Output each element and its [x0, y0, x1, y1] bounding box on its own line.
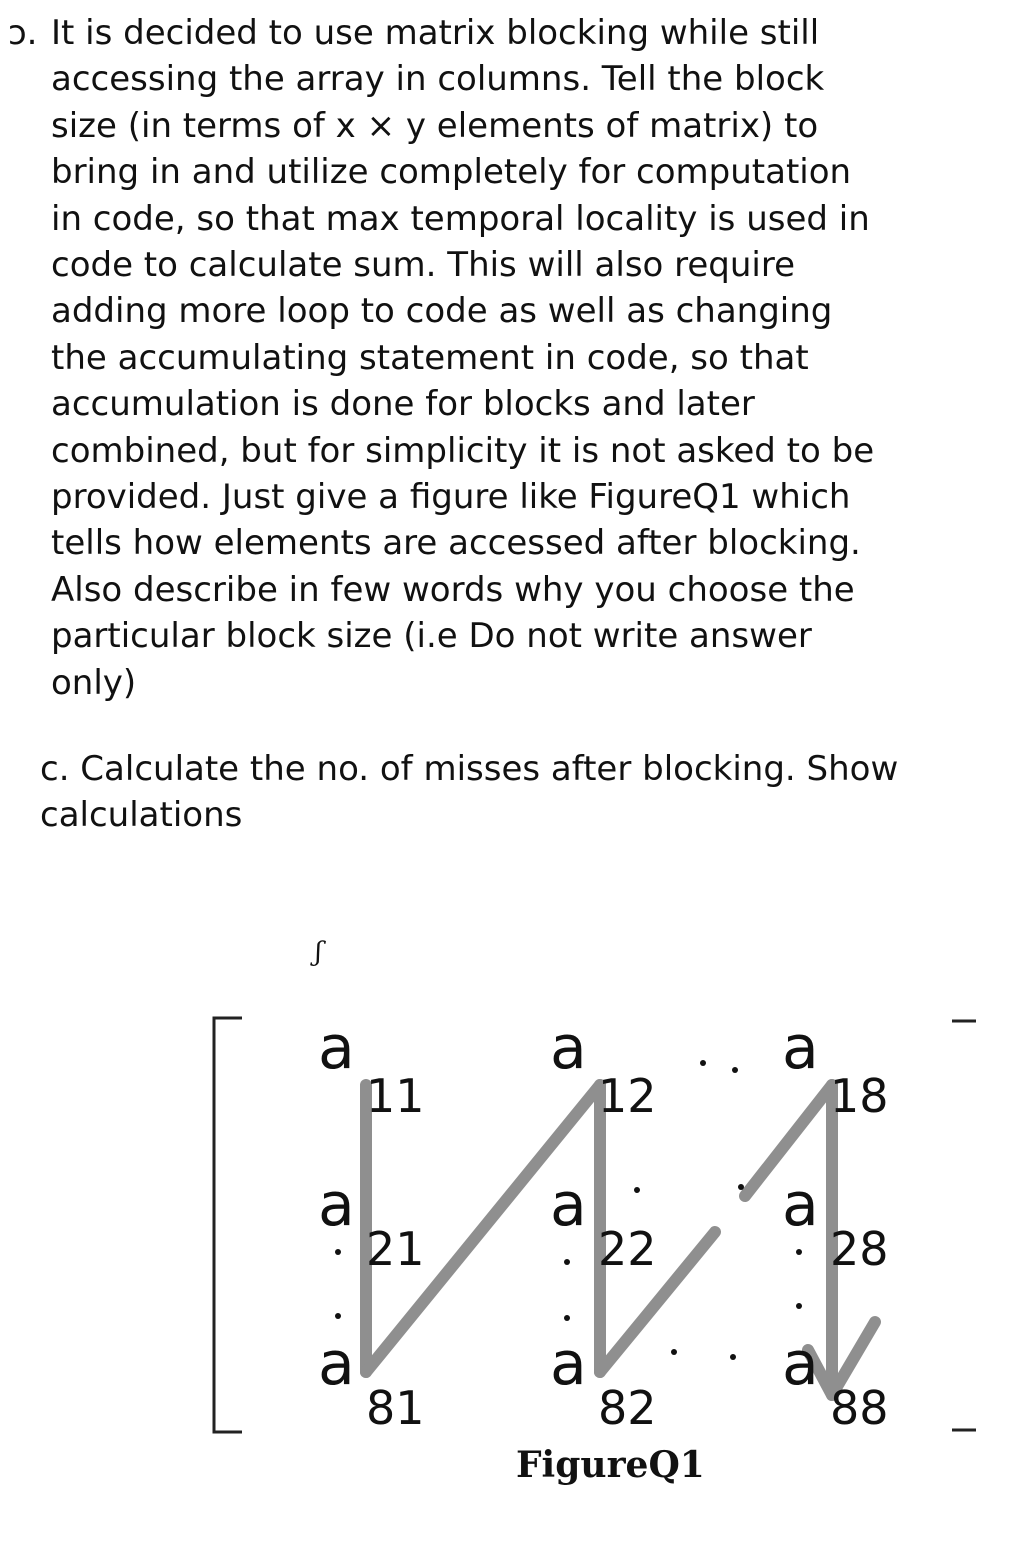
- question-b-line: combined, but for simplicity it is not asked to be: [51, 430, 875, 471]
- question-b-line: accumulation is done for blocks and later: [51, 384, 755, 425]
- question-b-line: in code, so that max temporal locality is used in: [51, 198, 870, 239]
- question-c-line: calculations: [40, 795, 243, 836]
- element-a22: a22: [550, 1170, 657, 1276]
- question-c-line: c. Calculate the no. of misses after blocking. Show: [40, 749, 899, 789]
- question-b-line: size (in terms of x × y elements of matrix) to: [51, 105, 819, 146]
- element-a18: a18: [782, 1013, 889, 1123]
- stray-mark: ʃ: [315, 937, 323, 967]
- question-b-line: It is decided to use matrix blocking while still: [51, 13, 820, 53]
- question-b-line: code to calculate sum. This will also require: [51, 245, 796, 286]
- question-b-line: particular block size (i.e Do not write answer: [51, 616, 812, 657]
- element-a21: a21: [318, 1170, 425, 1276]
- question-b-line: adding more loop to code as well as changing: [51, 291, 833, 332]
- element-a11: a11: [318, 1013, 425, 1123]
- left-bracket: [214, 1018, 242, 1432]
- figure-caption: FigureQ1: [516, 1444, 705, 1486]
- question-b-line: Also describe in few words why you choose the: [51, 569, 855, 610]
- question-b-line: bring in and utilize completely for computation: [51, 152, 852, 193]
- question-b-line: provided. Just give a figure like FigureQ1 which: [51, 477, 851, 518]
- element-a82: a82: [550, 1329, 657, 1435]
- question-b-line: the accumulating statement in code, so that: [51, 337, 809, 378]
- question-b-line: tells how elements are accessed after blocking.: [51, 523, 861, 564]
- element-a28: a28: [782, 1170, 889, 1276]
- element-a81: a81: [318, 1329, 425, 1435]
- question-b-line: accessing the array in columns. Tell the block: [51, 59, 825, 100]
- question-b-label: ɔ.: [8, 13, 38, 53]
- element-a88: a88: [782, 1329, 889, 1435]
- question-b-line: only): [51, 662, 137, 703]
- element-a12: a12: [550, 1013, 657, 1123]
